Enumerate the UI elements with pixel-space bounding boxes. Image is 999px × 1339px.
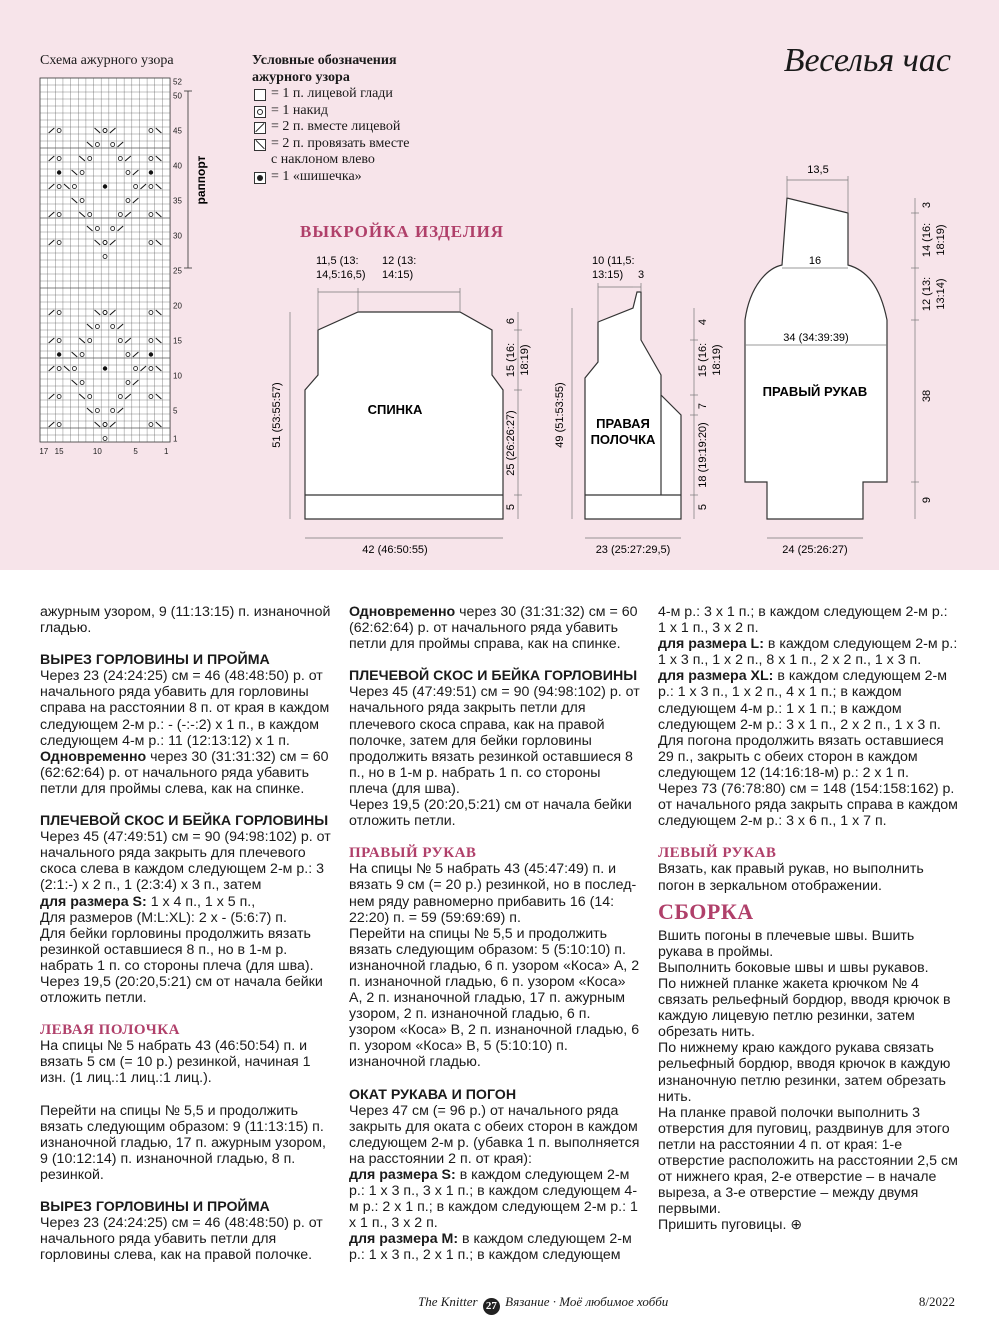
bold-lead: для размера S: [40,893,147,910]
paragraph: На спицы № 5 набрать 43 (46:50:54) п. и вязать 5 см (= 10 р.) резинкой, начиная 1 изн. (1 лиц.:1 лиц.:1 лиц.). [40,1038,311,1087]
chart-row-label: 5 [173,406,178,416]
paragraph [40,894,332,910]
front-label-2: ПОЛОЧКА [590,432,656,447]
text-column-3 [658,604,958,1233]
bold-lead: для размера M: [349,1231,459,1248]
sleeve-dim-top: 13,5 [807,164,829,176]
paragraph: ажурным узором, 9 (11:13:15) п. изнаночной гладью. [40,604,331,637]
chart-row-label: 15 [173,336,182,346]
front-label: ПРАВАЯ [596,416,650,431]
paragraph: Вязать, как правый рукав, но выполнить погон в зеркальном отображении. [658,861,924,894]
paragraph: Для бейки горловины продолжить вязать резинкой оставшиеся 8 п., но в 1-м р. набрать 1 п. со стороны плеча (для шва). [40,925,314,974]
schematics [0,0,999,570]
back-dim-r2b: 18:19) [519,344,531,376]
paragraph [349,1167,641,1231]
paragraph: Через 45 (47:49:51) см = 90 (94:98:102) р. от начального ряда закрыть петли для плечевого скоса справа, как на правой полочке, затем для бейки горловины продолжить вязать резинкой оставшиеся 8 п., но в 1-м р. набрать 1 п. со стороны плеча (для шва). [349,684,640,797]
paragraph [40,749,332,797]
paragraph: Перейти на спицы № 5,5 и продолжить вязать следующим образом: 9 (11:13:15) п. изнаночной гладью, 17 п. ажурным узором, 9 (10:12:14) п. изнаночной гладью, 8 п. резинкой. [40,1102,326,1183]
sleeve-piece [745,198,887,519]
sleeve-dim-width: 34 (34:39:39) [783,332,849,344]
section-heading: ВЫРЕЗ ГОРЛОВИНЫ И ПРОЙМА [40,652,270,669]
page-number: 27 [483,1298,500,1315]
back-dim-top-mid-2: 14:15) [382,269,414,281]
paragraph [658,668,958,732]
chart-row-label: 10 [173,371,182,381]
section-heading: ВЫРЕЗ ГОРЛОВИНЫ И ПРОЙМА [40,1199,270,1215]
paragraph-text: в каждом следующем 2-м р.: 1 х 3 п., 1 х 2 п., 8 х 1 п., 2 х 2 п., 1 х 3 п. [658,636,958,669]
sleeve-dim-r3: 12 (13: [921,276,933,312]
bobble-mark [149,170,153,174]
paragraph-text: в каждом следующем 2-м р.: 1 х 3 п., 1 х 2 п., 4 х 1 п.; в каждом следующем 4-м р.: 1 х 1 п.; в каждом следующем 2-м р.: 3 х 1 п., 2 х 2 п., 1 х 3 п. [658,668,948,733]
brand-title: Веселья час [783,42,951,79]
chart-row-label: 1 [173,434,178,444]
back-dim-r4: 5 [505,503,517,511]
magazine-name: The Knitter [418,1294,478,1309]
front-dim-r2b: 18:19) [711,344,723,376]
paragraph: Перейти на спицы № 5,5 и продолжить вязать следующим образом: 5 (5:10:10) п. изнаночной гладью, 6 п. узором «Коса» А, 2 п. изнаночной гладью, 6 п. узором «Коса» А, 2 п. изнаночной гладью, 17 п. ажурным узором, 2 п. изнаночной гладью, 6 п. узором «Коса» В, 2 п. изнаночной гладью, 6 п. узором «Коса» В, 5 (5:10:10) п. изнаночной гладью. [349,925,640,1071]
back-dim-r3: 25 (26:26:27) [505,410,517,476]
front-dim-r5: 5 [697,503,709,511]
chart-row-label: 30 [173,231,182,241]
chart-col-label: 1 [163,447,169,456]
paragraph: Для размеров (M:L:XL): 2 х - (5:6:7) п. [40,909,287,926]
front-dim-r2: 15 (16: [697,342,709,378]
chart-col-label: 5 [133,447,138,456]
paragraph-text: в каждом следующем 2-м р.: 1 х 3 п., 2 х 1 п.; в каждом следующем [349,1231,632,1264]
sleeve-dim-mid: 16 [808,255,822,267]
section-heading: ПЛЕЧЕВОЙ СКОС И БЕЙКА ГОРЛОВИНЫ [40,813,329,830]
lace-chart [39,78,182,457]
paragraph: Через 47 см (= 96 р.) от начального ряда закрыть для оката с обеих сторон в каждом следующем 2-м р. (убавка 1 п. выполняется на расстоянии 2 п. от края): [349,1102,640,1167]
paragraph: Пришить пуговицы. ⊕ [658,1217,803,1234]
spacer [40,1087,332,1103]
chart-row-label: 52 [173,77,182,87]
rapport-label: раппорт [194,155,208,205]
sleeve-dim-r5: 9 [921,496,933,504]
paragraph: Через 19,5 (20:20,5:21) см от начала бейки отложить петли. [40,973,323,1007]
front-dim-top-left-2: 13:15) [592,269,624,281]
chart-col-label: 15 [54,447,64,456]
front-dim-r4: 18 (19:19:20) [697,422,709,488]
paragraph-text: через 30 (31:31:32) см = 60 (62:62:64) р. от начального ряда убавить петли для проймы справа, как на спинке. [349,604,638,653]
legend-title-2: ажурного узора [252,69,350,85]
sleeve-dim-bottom: 24 (25:26:27) [782,544,848,556]
bobble-mark [57,170,61,174]
rapport-bracket [184,91,192,268]
legend-item: = 2 п. провязать вместе с наклоном влево [252,136,409,169]
text-column-2 [349,604,641,1264]
back-dim-top-mid: 12 (13: [382,255,417,267]
back-label: СПИНКА [367,402,423,417]
paragraph: Через 45 (47:49:51) см = 90 (94:98:102) р. от начального ряда закрыть для плечевого скоса слева в каждом следующем 2-м р.: 3 (2:1:-) х 2 п., 1 (2:3:4) х 3 п., затем [40,829,331,894]
front-dim-bottom: 23 (25:27:29,5) [595,544,671,556]
bobble-mark [103,184,107,188]
chart-col-label: 17 [39,447,49,456]
back-dim-top-left: 11,5 (13: [316,255,359,267]
paragraph: Выполнить боковые швы и швы рукавов. [658,959,929,976]
bold-lead: для размера XL: [658,668,774,685]
text-column-1 [40,604,332,1263]
paragraph: Для погона продолжить вязать оставшиеся 29 п., закрыть с обеих сторон в каждом следующем 12 (14:16:18-м) р.: 2 х 1 п. [658,732,944,781]
paragraph [658,636,958,668]
legend-item: = 1 п. лицевой глади [252,86,409,103]
paragraph [349,604,641,652]
back-dim-height: 51 (53:55:57) [271,382,283,448]
paragraph [349,1231,641,1263]
front-dim-top-left: 10 (11,5: [592,255,635,267]
front-dim-height: 49 (51:53:55) [554,382,566,448]
paragraph: На спицы № 5 набрать 43 (45:47:49) п. и вязать 9 см (= 20 р.) резинкой, но в послед-нем ряду равномерно прибавить 16 (14: 22:20) п. = 59 (59:69:69) п. [349,861,637,926]
sleeve-dim-r2b: 18:19) [935,224,947,256]
sleeve-dim-r4: 38 [921,389,933,403]
paragraph-text: 1 х 4 п., 1 х 5 п., [146,893,256,910]
front-dim-r3: 7 [697,402,709,410]
paragraph: По нижнему краю каждого рукава связать рельефный бордюр, вводя крючок в каждую изнаночную петлю резинки, затем обрезать нить. [658,1040,951,1105]
legend-item: = 1 накид [252,103,409,120]
section-heading-accent: ЛЕВАЯ ПОЛОЧКА [40,1022,180,1039]
legend-title: Условные обозначения [252,53,397,68]
front-dim-r1: 4 [697,318,709,326]
section-heading: ОКАТ РУКАВА И ПОГОН [349,1086,517,1103]
legend-item: = 2 п. вместе лицевой [252,119,409,136]
section-heading-large: СБОРКА [658,898,754,924]
legend-item: = 1 «шишечка» [252,169,409,186]
bold-lead: для размера L: [658,636,764,653]
chart-row-label: 50 [173,91,182,101]
back-dim-top-left-2: 14,5:16,5) [316,269,366,281]
sleeve-dim-r2: 14 (16: [921,222,933,258]
chart-row-label: 45 [173,126,182,136]
bold-lead: Одновременно [40,748,147,765]
back-dim-bottom: 42 (46:50:55) [362,544,428,556]
bobble-mark [149,352,153,356]
back-dim-r2: 15 (16: [505,342,517,378]
bobble-mark [57,352,61,356]
paragraph: Вшить погоны в плечевые швы. Вшить рукава в проймы. [658,927,915,960]
bold-lead: Одновременно [349,604,456,620]
sleeve-dim-r1: 3 [921,201,933,209]
paragraph: Через 73 (76:78:80) см = 148 (154:158:162) р. от начального ряда закрыть справа в каждом следующем 2-м р.: 3 х 6 п., 1 х 7 п. [658,781,958,830]
bold-lead: для размера S: [349,1167,456,1183]
chart-row-label: 35 [173,196,182,206]
chart-row-label: 40 [173,161,182,171]
paragraph: 4-м р.: 3 х 1 п.; в каждом следующем 2-м р.: 1 х 1 п., 3 х 2 п. [658,604,948,637]
chart-title: Схема ажурного узора [40,53,174,68]
chart-row-label: 25 [173,266,182,276]
paragraph-text: через 30 (31:31:32) см = 60 (62:62:64) р. от начального ряда убавить петли для проймы слева, как на спинке. [40,748,329,797]
bobble-mark [103,366,107,370]
chart-row-label: 20 [173,301,182,311]
section-heading-accent: ЛЕВЫЙ РУКАВ [658,845,777,862]
section-heading-accent: ПРАВЫЙ РУКАВ [349,845,477,862]
paragraph: На планке правой полочки выполнить 3 отверстия для пуговиц, раздвинув для этого петли на расстоянии 4 п. от края: 1-е отверстие расположить на расстоянии 2,5 см от нижнего края, 2-е отверстие – в начале выреза, а 3-е отверстие – между двумя первыми. [658,1104,958,1218]
section-heading: ПЛЕЧЕВОЙ СКОС И БЕЙКА ГОРЛОВИНЫ [349,668,638,685]
issue-number: 8/2022 [918,1294,955,1309]
sleeve-label: ПРАВЫЙ РУКАВ [762,384,868,399]
paragraph-text: в каждом следующем 2-м р.: 1 х 3 п., 3 х 1 п.; в каждом следующем 4-м р.: 2 х 1 п.; в каждом следующем 2-м р.: 1 х 1 п., 3 х 2 п. [349,1167,638,1232]
front-dim-top-right: 3 [638,269,645,281]
paragraph: Через 19,5 (20:20,5:21) см от начала бейки отложить петли. [349,797,632,830]
paragraph: Через 23 (24:24:25) см = 46 (48:48:50) р. от начального ряда убавить петли для горловины слева, как на правой полочке. [40,1215,323,1264]
pattern-title: ВЫКРОЙКА ИЗДЕЛИЯ [300,222,505,241]
back-dim-r1: 6 [505,317,517,325]
sleeve-dim-r3b: 13:14) [935,278,947,310]
paragraph: По нижней планке жакета крючком № 4 связать рельефный бордюр, вводя крючок в каждую лицевую петлю резинки, затем обрезать нить. [658,975,951,1041]
front-piece [585,292,681,519]
chart-col-label: 10 [92,447,102,456]
magazine-subtitle: Вязание · Моё любимое хобби [505,1294,669,1309]
paragraph: Через 23 (24:24:25) см = 46 (48:48:50) р. от начального ряда убавить для горловины справа на расстоянии 8 п. от края в каждом следующем 2-м р.: - (-:-:2) х 1 п., в каждом следующем 4-м р.: 11 (12:13:12) х 1 п. [40,668,330,749]
